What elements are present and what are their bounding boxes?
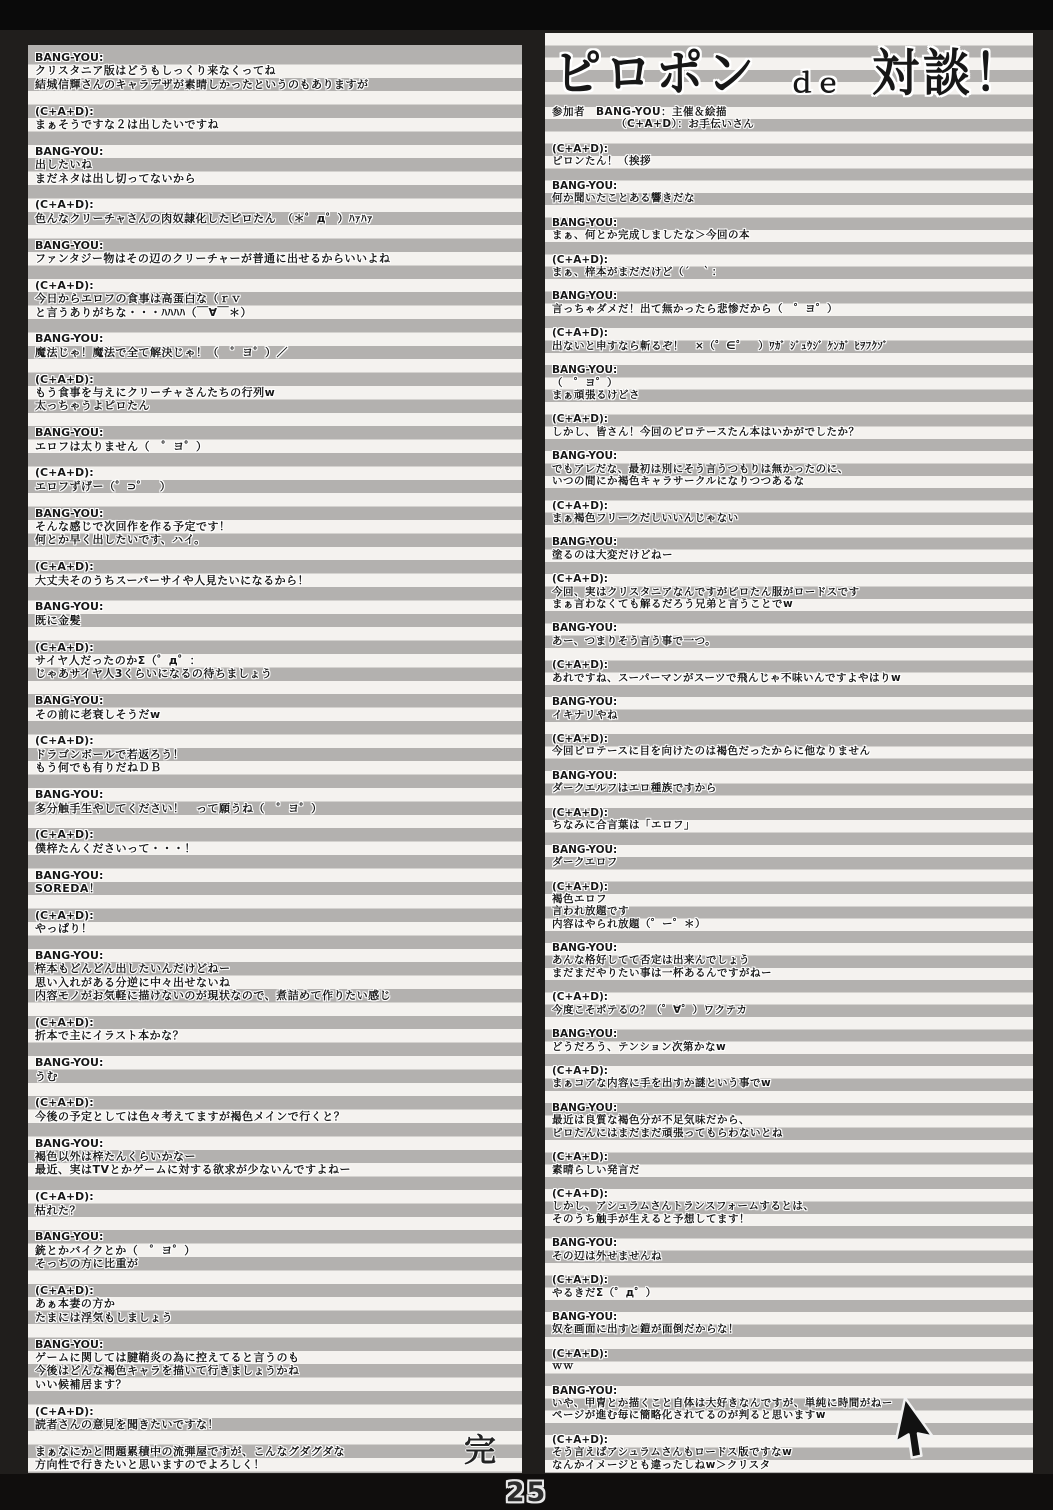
- dialogue-line: ピロンたん！（挨拶: [552, 155, 651, 168]
- dialogue-line: 太っちゃうよピロたん: [35, 399, 150, 413]
- dialogue-line: そう言えばアシュラムさんもロードス版ですなw: [552, 1446, 793, 1459]
- dialogue-line: 銃とかバイクとか（ ゜ヨ゜）: [35, 1243, 196, 1257]
- dialogue-line: 素晴らしい発言だ: [552, 1163, 640, 1176]
- end-mark: 完: [463, 1431, 496, 1469]
- dialogue-line: あー、つまりそう言う事で一つ。: [552, 634, 717, 647]
- speaker-label: (C+A+D):: [552, 253, 608, 266]
- dialogue-block: [35, 239, 516, 266]
- dialogue-block: [552, 1102, 1027, 1139]
- page-number: 25: [505, 1477, 548, 1508]
- dialogue-line: 褐色以外は梓たんくらいかなー: [35, 1149, 196, 1163]
- speaker-label: (C+A+D):: [35, 198, 94, 212]
- dialogue-line: あんな格好してて否定は出来んでしょう: [552, 954, 750, 967]
- speaker-label: BANG-YOU:: [35, 51, 104, 64]
- speaker-label: BANG-YOU:: [552, 290, 618, 303]
- speaker-label: (C+A+D):: [35, 372, 94, 386]
- speaker-label: BANG-YOU:: [552, 1311, 618, 1324]
- dialogue-line: 最近は良質な褐色分が不足気味だから、: [552, 1114, 750, 1127]
- dialogue-block: [35, 909, 516, 936]
- dialogue-line: 読者さんの意見を聞きたいですな！: [35, 1417, 219, 1431]
- dialogue-block: [552, 1237, 1027, 1262]
- speaker-label: BANG-YOU:: [552, 1028, 618, 1041]
- left-dialogue-column: [28, 45, 522, 1473]
- dialogue-line: なんかイメージとも違ったしねw＞クリスタ: [552, 1458, 771, 1471]
- dialogue-line: ファンタジー物はその辺のクリーチャーが普通に出せるからいいよね: [35, 252, 391, 266]
- title-de: ｄｅ: [788, 69, 841, 99]
- page-title: [552, 33, 1027, 106]
- dialogue-block: [35, 734, 516, 774]
- dialogue-block: [35, 1190, 516, 1217]
- dialogue-block: [552, 327, 1027, 352]
- speaker-label: BANG-YOU:: [35, 868, 104, 882]
- speaker-label: BANG-YOU:: [35, 948, 104, 962]
- dialogue-line: ゲームに関しては腱鞘炎の為に控えてると言うのも: [35, 1350, 300, 1364]
- speaker-label: (C+A+D):: [35, 1015, 94, 1029]
- dialogue-block: [35, 426, 516, 453]
- dialogue-block: [35, 1016, 516, 1043]
- dialogue-line: 今度こそポテるの？（゜∀゜）ワクテカ: [552, 1003, 748, 1016]
- speaker-label: BANG-YOU:: [552, 622, 618, 635]
- speaker-label: BANG-YOU:: [35, 238, 104, 252]
- dialogue-block: [35, 560, 516, 587]
- dialogue-line: エロフずげー（゜⊃゜ ）: [35, 479, 172, 493]
- dialogue-block: [552, 1274, 1027, 1299]
- dialogue-block: [35, 279, 516, 319]
- dialogue-line: まぁ言わなくても解るだろう兄弟と言うことでw: [552, 597, 794, 610]
- dialogue-block: [552, 1385, 1027, 1422]
- speaker-label: (C+A+D):: [35, 640, 94, 654]
- speaker-label: BANG-YOU:: [552, 1102, 618, 1115]
- participants: [552, 106, 1027, 131]
- speaker-label: (C+A+D):: [35, 466, 94, 480]
- dialogue-line: 僕梓たんくださいって・・・！: [35, 841, 196, 855]
- dialogue-line: 方向性で行きたいと思いますのでよろしく！: [35, 1458, 265, 1472]
- dialogue-line: いい候補居ます？: [35, 1377, 127, 1391]
- dialogue-line: そのうち触手が生えると予想してます！: [552, 1212, 750, 1225]
- dialogue-line: しかし、アシュラムさんトランスフォームするとは、: [552, 1200, 815, 1213]
- dialogue-line: 魔法じゃ！魔法で全て解決じゃ！（ ゜ヨ゜）／: [35, 345, 288, 359]
- dialogue-block: [35, 51, 516, 91]
- dialogue-line: あれですね、スーパーマンがスーツで飛んじゃ不味いんですよやはりw: [552, 671, 902, 684]
- speaker-label: BANG-YOU:: [552, 450, 618, 463]
- dialogue-line: でもアレだな、最初は別にそう言うつもりは無かったのに、: [552, 462, 849, 475]
- dialogue-line: 出したいね: [35, 158, 93, 172]
- dialogue-line: 何とか早く出したいです、ハイ。: [35, 533, 206, 547]
- dialogue-block: [35, 600, 516, 627]
- dialogue-block: [35, 332, 516, 359]
- speaker-label: BANG-YOU:: [552, 942, 618, 955]
- right-dialogue-column: [545, 33, 1033, 1473]
- dialogue-block: [35, 466, 516, 493]
- speaker-label: (C+A+D):: [35, 1404, 94, 1418]
- speaker-label: (C+A+D):: [552, 573, 608, 586]
- dialogue-block: [552, 1188, 1027, 1225]
- dialogue-block: [35, 828, 516, 855]
- speaker-label: BANG-YOU:: [35, 426, 104, 440]
- dialogue-line: まだネタは出し切ってないから: [35, 171, 196, 185]
- dialogue-block: [35, 869, 516, 896]
- speaker-label: BANG-YOU:: [35, 332, 104, 346]
- speaker-label: (C+A+D):: [552, 991, 608, 1004]
- dialogue-line: ダークエロフ: [552, 856, 618, 869]
- speaker-label: (C+A+D):: [552, 733, 608, 746]
- dialogue-line: 内容モノがお気軽に描けないのが現状なので、煮詰めて作りたい感じ: [35, 989, 392, 1003]
- dialogue-line: ちなみに合言葉は「エロフ」: [552, 819, 695, 832]
- dialogue-block: [35, 145, 516, 185]
- speaker-label: (C+A+D):: [552, 1274, 608, 1287]
- dialogue-line: クリスタニア版はどうもしっくり来なくってね: [35, 64, 277, 78]
- speaker-label: BANG-YOU:: [35, 788, 104, 802]
- speaker-label: (C+A+D):: [35, 1190, 94, 1204]
- dialogue-line: 塗るのは大変だけどねー: [552, 548, 673, 561]
- speaker-label: (C+A+D):: [552, 1065, 608, 1078]
- dialogue-line: 梓本もどんどん出したいんだけどねー: [35, 962, 231, 976]
- speaker-label: BANG-YOU:: [35, 506, 104, 520]
- dialogue-line: 折本で主にイラスト本かな？: [35, 1029, 185, 1043]
- dialogue-line: まだまだやりたい事は一杯あるんですがねー: [552, 966, 772, 979]
- dialogue-block: [552, 217, 1027, 242]
- dialogue-block: [552, 659, 1027, 684]
- speaker-label: BANG-YOU:: [552, 536, 618, 549]
- dialogue-line: 大丈夫そのうちスーパーサイや人見たいになるから！: [35, 573, 310, 587]
- dialogue-line: あぁ本妻の方か: [35, 1297, 116, 1311]
- dialogue-line: 既に金髪: [35, 613, 81, 627]
- dialogue-line: もう食事を与えにクリーチャさんたちの行列w: [35, 386, 276, 400]
- dialogue-block: [552, 881, 1027, 930]
- speaker-label: (C+A+D):: [35, 734, 94, 748]
- dialogue-line: いつの間にか褐色キャラサークルになりつつあるな: [552, 474, 805, 487]
- dialogue-block: [35, 1405, 516, 1432]
- dialogue-line: と言うありがちな・・・ﾊﾊﾊﾊ（￣∀￣＊）: [35, 305, 253, 319]
- dialogue-block: [35, 507, 516, 547]
- dialogue-line: しかし、皆さん！今回のピロテースたん本はいかがでしたか？: [552, 425, 860, 438]
- dialogue-line: 言われ放題です: [552, 905, 629, 918]
- dialogue-block: [35, 788, 516, 815]
- speaker-label: BANG-YOU:: [552, 843, 618, 856]
- dialogue-line: 結城信輝さんのキャラデザが素晴しかったというのもありますが: [35, 77, 369, 91]
- speaker-label: BANG-YOU:: [35, 600, 104, 614]
- dialogue-line: じゃあサイヤ人3くらいになるの待ちましょう: [35, 667, 273, 681]
- dialogue-block: [35, 1056, 516, 1083]
- dialogue-block: [552, 1311, 1027, 1336]
- speaker-label: (C+A+D):: [35, 104, 94, 118]
- dialogue-line: 思い入れがある分逆に中々出せないね: [35, 975, 231, 989]
- dialogue-line: 今後はどんな褐色キャラを描いて行きましょうかね: [35, 1364, 300, 1378]
- speaker-label: (C+A+D):: [35, 1283, 94, 1297]
- dialogue-line: 何か聞いたことある響きだな: [552, 192, 695, 205]
- dialogue-block: [552, 413, 1027, 438]
- speaker-label: (C+A+D):: [552, 659, 608, 672]
- dialogue-line: やっぱり！: [35, 922, 93, 936]
- dialogue-line: まぁ頑張るけどさ: [552, 388, 640, 401]
- dialogue-line: 褐色エロフ: [552, 893, 607, 905]
- title-part-2: 対談！: [871, 44, 1025, 104]
- dialogue-line: 出ないと申すなら斬るぞ！ ×（゜∈゜ ）ﾜｶﾞ ｼﾞｭｳｼﾞ ｹﾝｶﾞ ﾋｦﾌｸｿﾞ: [552, 339, 889, 352]
- speaker-label: BANG-YOU:: [35, 1230, 104, 1244]
- dialogue-line: エロフは太りません（ ゜ヨ゜）: [35, 439, 208, 453]
- dialogue-line: 言っちゃダメだ！出て無かったら悲惨だから（ ゜ヨ゜）: [552, 302, 838, 315]
- dialogue-block: [552, 1151, 1027, 1176]
- dialogue-line: うむ: [35, 1069, 58, 1083]
- dialogue-line: まぁ、梓本がまだだけど（´ ｀：: [552, 265, 723, 278]
- dialogue-line: やるきだΣ（゜д゜）: [552, 1286, 657, 1299]
- dialogue-block: [35, 105, 516, 132]
- speaker-label: (C+A+D):: [35, 560, 94, 574]
- speaker-label: (C+A+D):: [552, 880, 608, 893]
- dialogue-block: [35, 1096, 516, 1123]
- dialogue-line: 最近、実はTVとかゲームに対する欲求が少ないんですよねー: [35, 1163, 352, 1177]
- speaker-label: (C+A+D):: [552, 327, 608, 340]
- speaker-label: BANG-YOU:: [35, 1337, 104, 1351]
- speaker-label: (C+A+D):: [35, 908, 94, 922]
- dialogue-line: ｗｗ: [552, 1360, 574, 1373]
- dialogue-line: 内容はやられ放題（゜ー゜＊）: [552, 917, 706, 930]
- dialogue-block: [35, 1338, 516, 1392]
- dialogue-block: [552, 536, 1027, 561]
- right-dialogue-blocks: [552, 143, 1027, 1471]
- dialogue-block: [552, 696, 1027, 721]
- dialogue-block: [552, 1434, 1027, 1471]
- speaker-label: (C+A+D):: [35, 278, 94, 292]
- speaker-label: (C+A+D):: [552, 413, 608, 426]
- dialogue-block: [552, 180, 1027, 205]
- dialogue-line: まぁコアな内容に手を出すか謎という事でw: [552, 1077, 772, 1090]
- dialogue-block: [552, 807, 1027, 832]
- dialogue-line: 枯れた？: [35, 1203, 81, 1217]
- dialogue-block: [35, 694, 516, 721]
- speaker-label: BANG-YOU:: [552, 770, 618, 783]
- speaker-label: BANG-YOU:: [35, 144, 104, 158]
- dialogue-line: ページが進む毎に簡略化されてるのが判ると思いますw: [552, 1409, 826, 1422]
- speaker-label: BANG-YOU:: [552, 216, 618, 229]
- dialogue-block: [552, 1348, 1027, 1373]
- dialogue-block: [552, 942, 1027, 979]
- left-dialogue-blocks: [35, 51, 516, 1472]
- dialogue-line: （ ゜ヨ゜）: [552, 376, 618, 389]
- speaker-label: (C+A+D):: [552, 1434, 608, 1447]
- dialogue-block: [35, 949, 516, 1003]
- participant-line: 参加者 BANG-YOU：主催＆絵描: [552, 106, 728, 118]
- speaker-label: (C+A+D):: [35, 828, 94, 842]
- dialogue-block: [552, 254, 1027, 279]
- dialogue-line: 今日からエロフの食事は高蛋白な（ｒｖ: [35, 292, 242, 306]
- dialogue-line: そんな感じで次回作を作る予定です！: [35, 520, 231, 534]
- participant-line: （C+A+D）：お手伝いさん: [616, 118, 755, 131]
- dialogue-line: 色んなクリーチャさんの肉奴隷化したピロたん （＊゜д゜）ﾊｧﾊｧ: [35, 211, 374, 225]
- dialogue-line: イキナリやね: [552, 708, 618, 721]
- dialogue-line: まぁ褐色フリークだしいいんじゃない: [552, 511, 739, 524]
- speaker-label: BANG-YOU:: [35, 1136, 104, 1150]
- dialogue-block: [35, 198, 516, 225]
- dialogue-line: まぁそうですな２は出したいですね: [35, 118, 219, 132]
- speaker-label: BANG-YOU:: [552, 1384, 618, 1397]
- dialogue-block: [35, 373, 516, 413]
- dialogue-block: [35, 1284, 516, 1324]
- speaker-label: BANG-YOU:: [35, 1056, 104, 1070]
- dialogue-line: その辺は外せませんね: [552, 1249, 662, 1262]
- dialogue-block: [35, 1230, 516, 1270]
- dialogue-line: どうだろう、テンション次第かなw: [552, 1040, 727, 1053]
- dialogue-line: まぁ、何とか完成しましたな＞今回の本: [552, 228, 750, 241]
- dialogue-block: [552, 1028, 1027, 1053]
- dialogue-block: [552, 733, 1027, 758]
- title-part-1: ピロポン: [554, 44, 758, 104]
- speaker-label: (C+A+D):: [552, 142, 608, 155]
- dialogue-line: ダークエルフはエロ種族ですから: [552, 782, 717, 795]
- dialogue-block: [552, 290, 1027, 315]
- dialogue-line: ドラゴンボールで若返ろう！: [35, 747, 185, 761]
- dialogue-line: 今回、実はクリスタニアなんですがピロたん服がロードスです: [552, 585, 860, 598]
- dialogue-block: [552, 364, 1027, 401]
- speaker-label: (C+A+D):: [552, 806, 608, 819]
- dialogue-line: 奴を画面に出すと鎧が面倒だからな！: [552, 1323, 739, 1336]
- dialogue-block: [552, 573, 1027, 610]
- dialogue-line: 多分触手生やしてください！ って願うね（ ゜ヨ゜）: [35, 801, 323, 815]
- speaker-label: BANG-YOU:: [552, 1237, 618, 1250]
- dialogue-block: [35, 1445, 516, 1472]
- dialogue-block: [552, 770, 1027, 795]
- dialogue-line: 今回ピロテースに目を向けたのは褐色だったからに他なりません: [552, 745, 871, 758]
- dialogue-line: その前に老衰しそうだw: [35, 707, 161, 721]
- dialogue-line: 今後の予定としては色々考えてますが褐色メインで行くと？: [35, 1109, 346, 1123]
- speaker-label: (C+A+D):: [35, 1096, 94, 1110]
- dialogue-block: [35, 1137, 516, 1177]
- speaker-label: (C+A+D):: [552, 1151, 608, 1164]
- dialogue-block: [552, 450, 1027, 487]
- speaker-label: (C+A+D):: [552, 499, 608, 512]
- dialogue-block: [552, 1065, 1027, 1090]
- speaker-label: (C+A+D):: [552, 1347, 608, 1360]
- speaker-label: BANG-YOU:: [552, 364, 618, 377]
- dialogue-line: もう何でも有りだねＤＢ: [35, 761, 162, 775]
- dialogue-line: サイヤ人だったのかΣ（゜д゜：: [35, 654, 202, 668]
- dialogue-block: [552, 622, 1027, 647]
- speaker-label: (C+A+D):: [552, 1188, 608, 1201]
- speaker-label: BANG-YOU:: [552, 696, 618, 709]
- speaker-label: BANG-YOU:: [552, 179, 618, 192]
- page-border-top: [0, 0, 1053, 30]
- dialogue-line: ピロたんにはまだまだ頑張ってもらわないとね: [552, 1126, 783, 1139]
- speaker-label: BANG-YOU:: [35, 694, 104, 708]
- dialogue-block: [552, 844, 1027, 869]
- dialogue-line: そっちの方に比重が: [35, 1257, 139, 1271]
- dialogue-block: [552, 991, 1027, 1016]
- dialogue-block: [552, 143, 1027, 168]
- dialogue-line: まぁなにかと問題累積中の流弾屋ですが、こんなグダグダな: [35, 1444, 346, 1458]
- dialogue-block: [35, 641, 516, 681]
- dialogue-block: [552, 500, 1027, 525]
- dialogue-line: いや、甲冑とか描くこと自体は大好きなんですが、単純に時間がねー: [552, 1397, 893, 1410]
- dialogue-line: たまには浮気もしましょう: [35, 1310, 173, 1324]
- dialogue-line: SOREDA！: [35, 881, 101, 895]
